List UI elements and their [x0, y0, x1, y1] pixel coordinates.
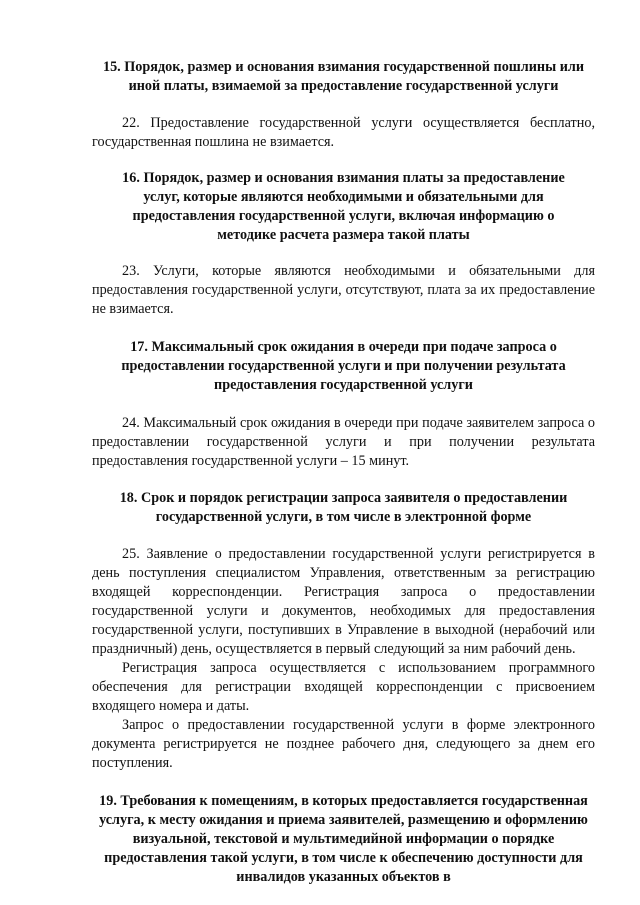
- section-19-heading: 19. Требования к помещениям, в которых предоставляется государственная услуга, к месту ожидания и приема заявителей, размещению и оформлению визуальной, текстовой и мультимедийной информации о порядке предоставления такой услуги, в том числе к обеспечению доступности для инвалидов указанных объектов в: [99, 793, 588, 885]
- document-page: [92, 58, 595, 887]
- section-16-heading: 16. Порядок, размер и основания взимания платы за предоставление услуг, которые являются необходимыми и обязательными для предоставления государственной услуги, включая информацию о методике расчета размера такой платы: [122, 170, 565, 243]
- section-18-paragraph-1: 25. Заявление о предоставлении государственной услуги регистрируется в день поступления специалистом Управления, ответственным за регистрацию входящей корреспонденции. Регистрация запроса о предоставлении государственной услуги и документов, необходимых для предоставления государственной услуги, поступивших в Управление в выходной (нерабочий или праздничный) день, осуществляется в первый следующий за ним рабочий день.: [92, 546, 595, 657]
- section-15-heading: 15. Порядок, размер и основания взимания государственной пошлины или иной платы, взимаемой за предоставление государственной услуги: [102, 59, 585, 94]
- section-16-paragraph-1: 23. Услуги, которые являются необходимыми и обязательными для предоставления государственной услуги, отсутствуют, плата за их предоставление не взимается.: [92, 263, 595, 317]
- section-17-paragraph-1: 24. Максимальный срок ожидания в очереди при подаче заявителем запроса о предоставлении государственной услуги и при получении результата предоставления государственной услуги – 15 минут.: [92, 415, 595, 469]
- section-18-paragraph-2: Регистрация запроса осуществляется с использованием программного обеспечения для регистрации входящей корреспонденции с присвоением входящего номера и даты.: [92, 660, 595, 714]
- section-15-paragraph-1: 22. Предоставление государственной услуги осуществляется бесплатно, государственная пошлина не взимается.: [92, 115, 595, 150]
- section-17-heading: 17. Максимальный срок ожидания в очереди при подаче запроса о предоставлении государственной услуги и при получении результата предоставления государственной услуги: [121, 339, 566, 393]
- section-18-paragraph-3: Запрос о предоставлении государственной услуги в форме электронного документа регистрируется не позднее рабочего дня, следующего за днем его поступления.: [92, 717, 595, 771]
- section-18-heading: 18. Срок и порядок регистрации запроса заявителя о предоставлении государственной услуги, в том числе в электронной форме: [119, 490, 568, 525]
